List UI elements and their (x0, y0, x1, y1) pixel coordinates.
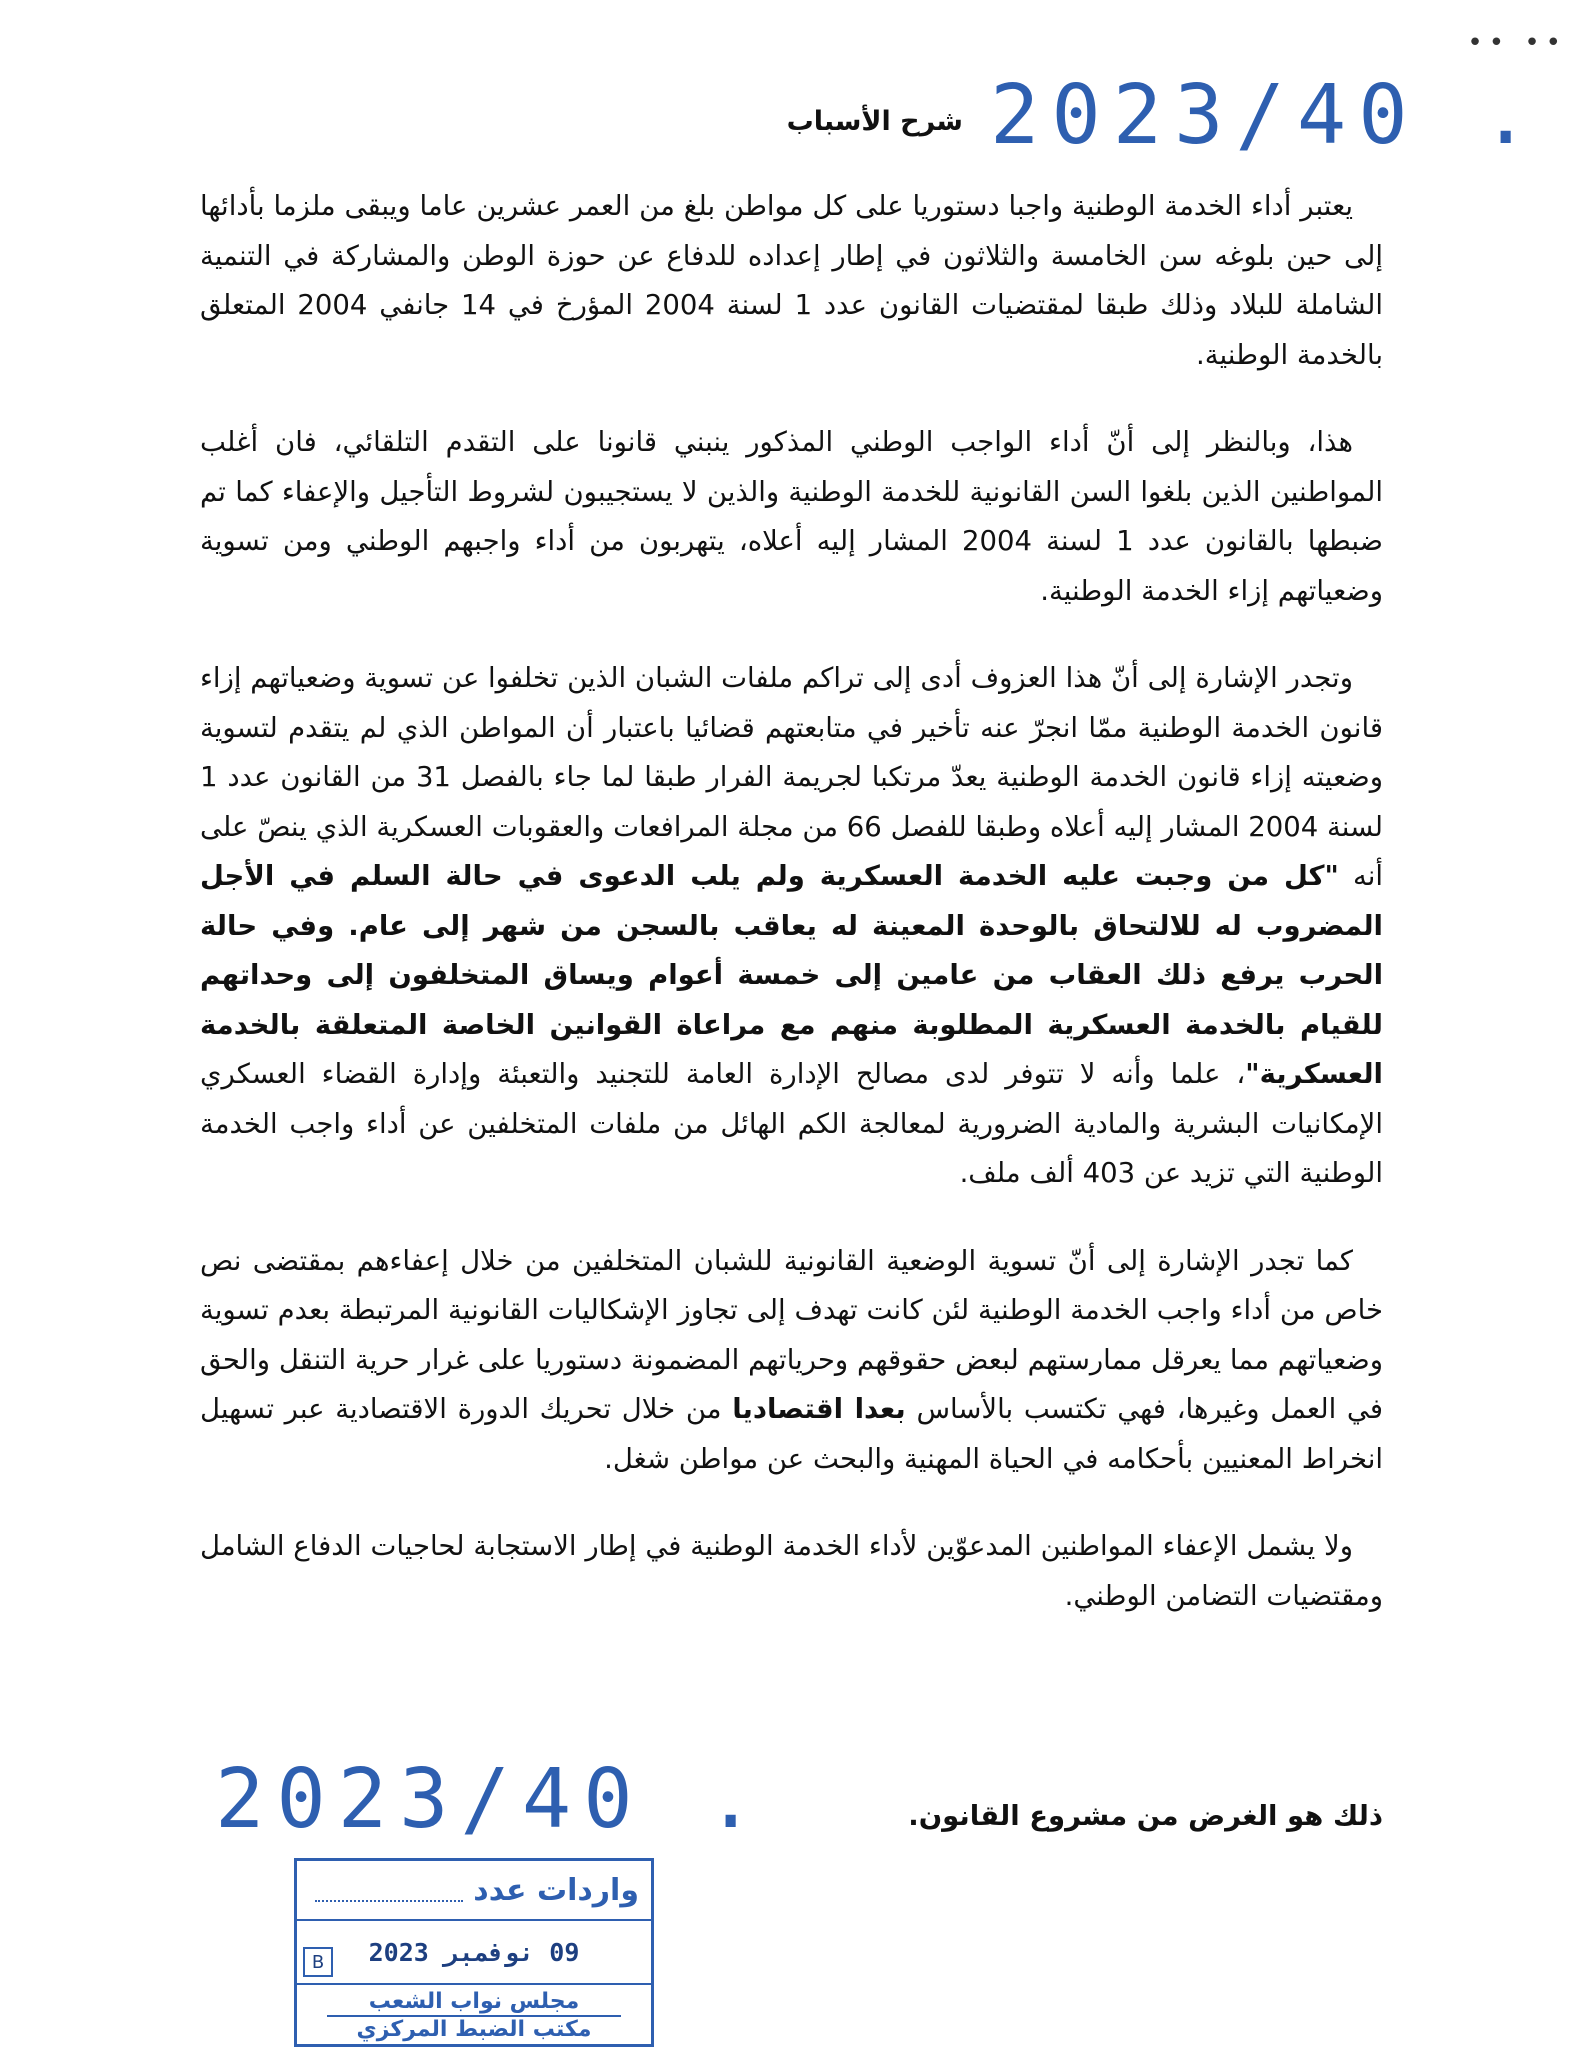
paragraph-text: كما تجدر الإشارة إلى أنّ تسوية الوضعية القانونية للشبان المتخلفين من خلال إعفاءهم بمقتضى نص خاص من أداء واجب الخدمة الوطنية لئن كانت تهدف إلى تجاوز الإشكاليات القانونية المرتبطة بعدم تسوية وضعياتهم مما يعرقل ممارستهم لبعض حقوقهم وحرياتهم المضمونة دستوريا على غرار حرية التنقل والحق في العمل وغيرها، فهي تكتسب بالأساس (200, 1244, 1383, 1425)
reference-number-stamp-top: 2023/40 . (990, 68, 1543, 163)
registry-date-row (297, 1921, 651, 1985)
corner-marks: •• •• (1467, 28, 1567, 58)
reference-number-stamp-bottom: 2023/40 . (215, 1752, 768, 1847)
registry-org-line2: مكتب الضبط المركزي (356, 2017, 592, 2042)
registry-organization (297, 1985, 651, 2043)
registry-label: واردات عدد (473, 1872, 639, 1908)
document-title: شرح الأسباب (786, 106, 963, 137)
paragraph-text: من خلال تحريك الدورة الاقتصادية عبر تسهيل انخراط المعنيين بأحكامه في الحياة المهنية والبحث عن مواطن شغل. (200, 1393, 1383, 1475)
paragraph (200, 1237, 1383, 1485)
paragraph-text: يعتبر أداء الخدمة الوطنية واجبا دستوريا على كل مواطن بلغ من العمر عشرين عاما ويبقى ملزما بأدائها إلى حين بلوغه سن الخامسة والثلاثون في إطار إعداده للدفاع عن حوزة الوطن والمشاركة في التنمية الشاملة للبلاد وذلك طبقا لمقتضيات القانون عدد 1 لسنة 2004 المؤرخ في 14 جانفي 2004 المتعلق بالخدمة الوطنية. (200, 190, 1384, 371)
emphasized-text: بعدا اقتصاديا (732, 1393, 906, 1425)
registry-date: 09 نوفمبر 2023 (368, 1937, 580, 1967)
paragraph-text: وتجدر الإشارة إلى أنّ هذا العزوف أدى إلى تراكم ملفات الشبان الذين تخلفوا عن تسوية وضعياتهم إزاء قانون الخدمة الوطنية ممّا انجرّ عنه تأخير في متابعتهم قضائيا باعتبار أن المواطن الذي لم يتقدم لتسوية وضعيته إزاء قانون الخدمة الوطنية يعدّ مرتكبا لجريمة الفرار طبقا لما جاء بالفصل 31 من القانون عدد 1 لسنة 2004 المشار إليه أعلاه وطبقا للفصل 66 من مجلة المرافعات والعقوبات العسكرية الذي ينصّ على أنه (200, 662, 1384, 892)
paragraph-text: ولا يشمل الإعفاء المواطنين المدعوّين لأداء الخدمة الوطنية في إطار الاستجابة لحاجيات الدفاع الشامل ومقتضيات التضامن الوطني. (200, 1530, 1383, 1612)
paragraph-text: هذا، وبالنظر إلى أنّ أداء الواجب الوطني المذكور ينبني قانونا على التقدم التلقائي، فان أغلب المواطنين الذين بلغوا السن القانونية للخدمة الوطنية والذين لا يستجيبون لشروط التأجيل والإعفاء كما تم ضبطها بالقانون عدد 1 لسنة 2004 المشار إليه أعلاه، يتهربون من أداء واجبهم الوطني ومن تسوية وضعياتهم إزاء الخدمة الوطنية. (200, 426, 1383, 607)
closing-statement: ذلك هو الغرض من مشروع القانون. (908, 1800, 1383, 1832)
registry-badge: B (303, 1947, 333, 1977)
paragraph (200, 654, 1383, 1199)
paragraph-text: ، علما وأنه لا تتوفر لدى مصالح الإدارة العامة للتجنيد والتعبئة وإدارة القضاء العسكري الإمكانيات البشرية والمادية الضرورية لمعالجة الكم الهائل من ملفات المتخلفين عن أداء واجب الخدمة الوطنية التي تزيد عن 403 ألف ملف. (200, 1058, 1383, 1189)
registry-number-row (297, 1861, 651, 1921)
registry-number-blank (315, 1890, 463, 1902)
paragraph (200, 182, 1383, 380)
registry-stamp (294, 1858, 654, 2047)
document-body (200, 182, 1383, 1645)
paragraph (200, 418, 1383, 616)
paragraph (200, 1522, 1383, 1621)
registry-org-line1: مجلس نواب الشعب (327, 1989, 621, 2017)
emphasized-text: "كل من وجبت عليه الخدمة العسكرية ولم يلب الدعوى في حالة السلم في الأجل المضروب له للالتحاق بالوحدة المعينة له يعاقب بالسجن من شهر إلى عام. وفي حالة الحرب يرفع ذلك العقاب من عامين إلى خمسة أعوام ويساق المتخلفون إلى وحداتهم للقيام بالخدمة العسكرية المطلوبة منهم مع مراعاة القوانين الخاصة المتعلقة بالخدمة العسكرية" (200, 860, 1383, 1090)
